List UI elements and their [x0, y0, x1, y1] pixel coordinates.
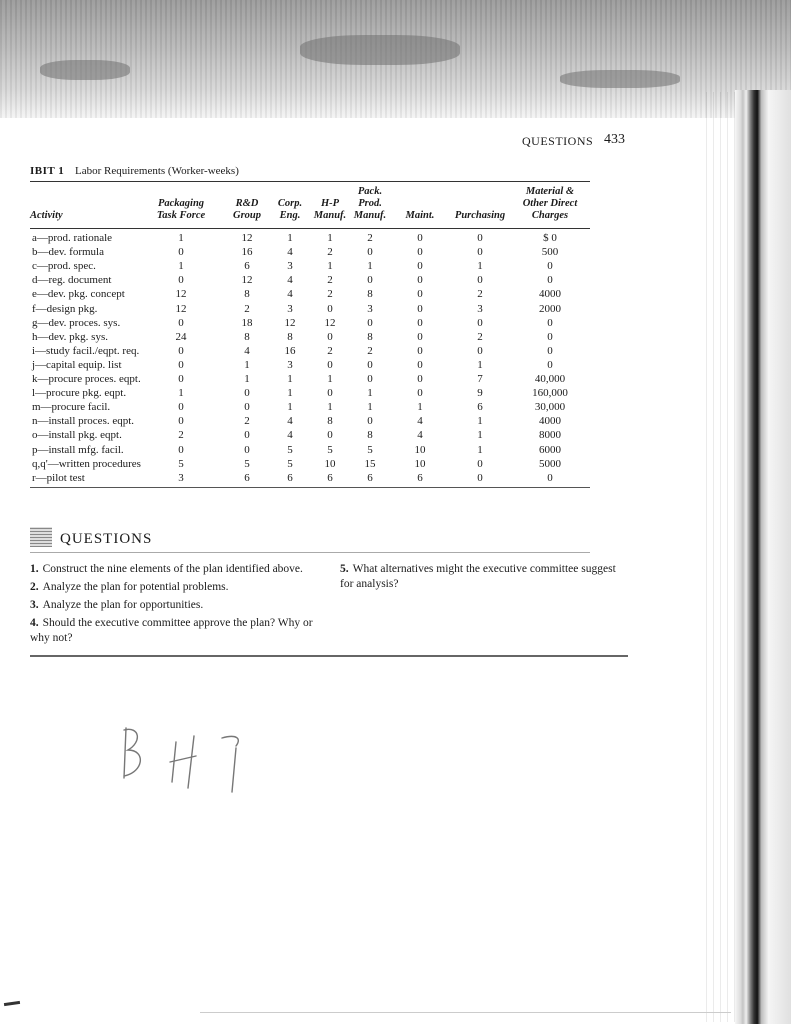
table-cell: 1 — [367, 401, 373, 414]
table-cell: 0 — [367, 316, 373, 329]
table-cell: 1 — [477, 358, 483, 371]
column-header-line: Task Force — [156, 210, 206, 221]
table-cell: 1 — [287, 373, 293, 385]
table-cell: 2 — [244, 302, 250, 315]
table-cell: 0 — [417, 232, 423, 244]
table-cell: 5 — [287, 457, 293, 470]
table-cell: 6 — [477, 401, 483, 414]
table-row — [30, 232, 590, 247]
table-row — [30, 373, 590, 388]
table-row — [30, 472, 590, 487]
column-header-line: R&D — [235, 198, 259, 209]
column-header-line — [272, 186, 308, 198]
table-cell: 0 — [417, 274, 423, 287]
table-cell: 0 — [417, 373, 423, 385]
table-cell: 0 — [547, 274, 553, 287]
table-cell: 3 — [287, 260, 293, 273]
table-cell: 6000 — [539, 443, 561, 456]
activity-label: p—install mfg. facil. — [32, 443, 124, 456]
table-cell: 0 — [477, 232, 483, 244]
exhibit-caption — [30, 165, 239, 177]
column-header — [348, 186, 392, 222]
table-cell: 0 — [327, 330, 333, 343]
table-cell: 30,000 — [534, 401, 566, 414]
running-header — [522, 132, 625, 149]
column-header — [398, 186, 442, 222]
table-cell: 6 — [287, 471, 293, 484]
table-cell: 0 — [178, 358, 184, 371]
column-header-line — [310, 186, 350, 198]
table-cell: 0 — [547, 344, 553, 357]
table-cell: 0 — [178, 344, 184, 357]
table-cell: 0 — [367, 246, 373, 259]
table-cell: 4 — [287, 288, 293, 301]
table-cell: 0 — [327, 387, 333, 400]
activity-label: e—dev. pkg. concept — [32, 288, 125, 301]
table-cell: 3 — [287, 302, 293, 315]
table-cell: 12 — [175, 302, 187, 315]
activity-label: f—design pkg. — [32, 302, 98, 315]
table-cell: 5 — [178, 457, 184, 470]
question-item — [30, 616, 320, 646]
table-cell: 8 — [327, 415, 333, 428]
table-cell: 5000 — [539, 457, 561, 470]
column-header-line: Pack. — [357, 186, 383, 197]
table-cell: 1 — [327, 401, 333, 414]
question-text: Should the executive committee approve the plan? Why or why not? — [30, 617, 313, 644]
table-row — [30, 246, 590, 261]
table-cell: 1 — [477, 415, 483, 428]
questions-right-column — [340, 562, 630, 595]
table-cell: 1 — [178, 232, 184, 244]
scanner-shadow-top — [0, 0, 791, 118]
activity-label: l—procure pkg. eqpt. — [32, 387, 127, 400]
table-row — [30, 317, 590, 332]
activity-label: o—install pkg. eqpt. — [32, 429, 122, 442]
table-cell: 2 — [367, 232, 373, 244]
table-cell: 0 — [244, 443, 250, 456]
column-header — [450, 186, 510, 222]
questions-bottom-rule — [30, 655, 628, 657]
table-cell: 0 — [417, 246, 423, 259]
question-item — [30, 580, 320, 595]
question-item — [30, 562, 320, 577]
table-row — [30, 274, 590, 289]
table-cell: 8000 — [539, 429, 561, 442]
scan-mark — [4, 1001, 20, 1006]
table-cell: 4 — [417, 415, 423, 428]
column-header-line: Prod. — [358, 198, 382, 209]
page-edge-lines — [700, 92, 735, 1022]
table-cell: 0 — [367, 415, 373, 428]
table-cell: 12 — [324, 316, 336, 329]
table-cell: 10 — [414, 457, 426, 470]
column-header-line: Activity — [30, 210, 63, 221]
table-cell: 8 — [367, 429, 373, 442]
activity-label: c—prod. spec. — [32, 260, 96, 273]
table-cell: 12 — [241, 274, 253, 287]
table-cell: 2 — [327, 246, 333, 259]
table-cell: 18 — [241, 316, 253, 329]
activity-label: i—study facil./eqpt. req. — [32, 344, 140, 357]
table-cell: 0 — [244, 429, 250, 442]
question-text: Construct the nine elements of the plan identified above. — [42, 563, 303, 575]
table-row — [30, 458, 590, 473]
table-cell: 0 — [327, 358, 333, 371]
table-cell: 0 — [547, 471, 553, 484]
question-number: 4. — [30, 617, 39, 629]
question-text: Analyze the plan for opportunities. — [42, 599, 204, 611]
table-row — [30, 429, 590, 444]
handwritten-note — [118, 720, 278, 800]
table-cell: 1 — [477, 429, 483, 442]
question-number: 3. — [30, 599, 39, 611]
table-row — [30, 444, 590, 459]
page-number: 433 — [604, 132, 625, 147]
table-cell: 2 — [367, 344, 373, 357]
table-cell: 500 — [541, 246, 559, 259]
table-cell: 9 — [477, 387, 483, 400]
table-row — [30, 401, 590, 416]
table-cell: 7 — [477, 373, 483, 385]
table-cell: 5 — [367, 443, 373, 456]
column-header-line: Charges — [531, 210, 569, 221]
question-number: 2. — [30, 581, 39, 593]
table-cell: $ 0 — [543, 232, 557, 244]
column-header-line — [226, 186, 268, 198]
table-cell: 12 — [284, 316, 296, 329]
table-row — [30, 331, 590, 346]
table-cell: 1 — [287, 401, 293, 414]
questions-rule — [30, 552, 590, 553]
column-header-line: Packaging — [157, 198, 205, 209]
table-cell: 4 — [244, 344, 250, 357]
table-cell: 0 — [178, 274, 184, 287]
table-cell: 0 — [417, 344, 423, 357]
table-cell: 0 — [417, 288, 423, 301]
activity-label: m—procure facil. — [32, 401, 111, 414]
table-cell: 1 — [327, 260, 333, 273]
table-bottom-rule — [30, 487, 590, 488]
table-cell: 4 — [287, 246, 293, 259]
book-spine-shadow — [735, 90, 791, 1024]
table-cell: 16 — [241, 246, 253, 259]
table-cell: 0 — [547, 330, 553, 343]
table-cell: 4 — [287, 429, 293, 442]
table-cell: 1 — [287, 387, 293, 400]
activity-label: j—capital equip. list — [32, 358, 122, 371]
table-cell: 8 — [367, 288, 373, 301]
table-cell: 12 — [175, 288, 187, 301]
table-cell: 1 — [367, 260, 373, 273]
column-header-line: Eng. — [279, 210, 301, 221]
table-cell: 6 — [244, 471, 250, 484]
table-cell: 1 — [477, 443, 483, 456]
question-text: What alternatives might the executive committee suggest for analysis? — [340, 563, 616, 590]
column-header-line — [450, 198, 510, 210]
column-header-line — [398, 186, 442, 198]
table-header-rule — [30, 228, 590, 229]
page-bottom-edge — [200, 1012, 731, 1013]
table-cell: 0 — [417, 260, 423, 273]
activity-label: b—dev. formula — [32, 246, 104, 259]
questions-heading — [30, 527, 152, 548]
column-header-line: Manuf. — [313, 210, 347, 221]
question-number: 5. — [340, 563, 349, 575]
table-cell: 0 — [244, 401, 250, 414]
table-cell: 1 — [178, 260, 184, 273]
activity-label: n—install proces. eqpt. — [32, 415, 135, 428]
question-text: Analyze the plan for potential problems. — [42, 581, 229, 593]
column-header-line: H-P — [320, 198, 340, 209]
column-header-line — [398, 198, 442, 210]
table-cell: 1 — [178, 387, 184, 400]
table-cell: 0 — [547, 316, 553, 329]
table-row — [30, 345, 590, 360]
table-row — [30, 288, 590, 303]
table-cell: 12 — [241, 232, 253, 244]
table-cell: 0 — [417, 358, 423, 371]
table-cell: 0 — [477, 274, 483, 287]
table-cell: 3 — [367, 302, 373, 315]
table-cell: 0 — [477, 246, 483, 259]
table-cell: 160,000 — [532, 387, 568, 400]
table-cell: 0 — [178, 373, 184, 385]
table-cell: 8 — [367, 330, 373, 343]
table-cell: 0 — [417, 330, 423, 343]
table-cell: 0 — [178, 401, 184, 414]
activity-label: a—prod. rationale — [32, 232, 113, 244]
table-cell: 1 — [287, 232, 293, 244]
table-cell: 0 — [178, 316, 184, 329]
table-cell: 1 — [327, 232, 333, 244]
table-cell: 16 — [284, 344, 296, 357]
table-cell: 0 — [477, 344, 483, 357]
table-cell: 5 — [287, 443, 293, 456]
table-cell: 2 — [477, 330, 483, 343]
column-header-line: Maint. — [405, 210, 435, 221]
table-cell: 4000 — [539, 415, 561, 428]
table-cell: 4 — [287, 415, 293, 428]
table-cell: 6 — [244, 260, 250, 273]
table-cell: 1 — [367, 387, 373, 400]
table-cell: 4 — [417, 429, 423, 442]
table-cell: 4 — [287, 274, 293, 287]
table-cell: 0 — [417, 302, 423, 315]
table-cell: 24 — [175, 330, 187, 343]
table-row — [30, 303, 590, 318]
table-cell: 5 — [244, 457, 250, 470]
table-row — [30, 359, 590, 374]
table-row — [30, 415, 590, 430]
table-cell: 1 — [244, 373, 250, 385]
table-cell: 8 — [287, 330, 293, 343]
column-header-line: Purchasing — [454, 210, 506, 221]
table-cell: 2 — [327, 344, 333, 357]
table-cell: 0 — [547, 260, 553, 273]
table-cell: 1 — [477, 260, 483, 273]
table-cell: 0 — [477, 471, 483, 484]
table-cell: 0 — [367, 358, 373, 371]
section-label: QUESTIONS — [522, 134, 594, 148]
column-header-line: Manuf. — [353, 210, 387, 221]
exhibit-title: Labor Requirements (Worker-weeks) — [75, 165, 239, 177]
column-header-line: Material & — [525, 186, 575, 197]
section-marker-icon — [30, 527, 52, 547]
column-header — [226, 186, 268, 222]
question-item — [340, 562, 630, 592]
table-cell: 6 — [327, 471, 333, 484]
table-cell: 0 — [547, 358, 553, 371]
table-cell: 10 — [414, 443, 426, 456]
table-cell: 3 — [477, 302, 483, 315]
table-cell: 8 — [244, 288, 250, 301]
column-header-line: Corp. — [277, 198, 303, 209]
table-cell: 2 — [327, 274, 333, 287]
table-cell: 40,000 — [534, 373, 566, 385]
column-header — [310, 186, 350, 222]
column-header — [510, 186, 590, 222]
table-cell: 2 — [327, 288, 333, 301]
table-cell: 0 — [178, 246, 184, 259]
column-header-line — [450, 186, 510, 198]
column-header-line — [148, 186, 214, 198]
activity-label: r—pilot test — [32, 471, 85, 484]
question-item — [30, 598, 320, 613]
table-cell: 0 — [327, 302, 333, 315]
table-cell: 5 — [327, 443, 333, 456]
table-row — [30, 387, 590, 402]
activity-label: g—dev. proces. sys. — [32, 316, 121, 329]
table-cell: 2 — [477, 288, 483, 301]
table-cell: 15 — [364, 457, 376, 470]
table-cell: 0 — [178, 415, 184, 428]
table-cell: 0 — [244, 387, 250, 400]
table-cell: 0 — [367, 373, 373, 385]
table-cell: 2 — [178, 429, 184, 442]
questions-left-column — [30, 562, 320, 649]
table-cell: 8 — [244, 330, 250, 343]
column-header-line: Other Direct — [522, 198, 578, 209]
table-cell: 1 — [244, 358, 250, 371]
table-cell: 2 — [244, 415, 250, 428]
table-cell: 10 — [324, 457, 336, 470]
table-cell: 3 — [287, 358, 293, 371]
column-header — [148, 186, 214, 222]
table-cell: 4000 — [539, 288, 561, 301]
exhibit-label: IBIT 1 — [30, 165, 65, 177]
table-cell: 0 — [327, 429, 333, 442]
table-cell: 0 — [417, 316, 423, 329]
table-cell: 0 — [417, 387, 423, 400]
table-cell: 0 — [178, 443, 184, 456]
table-cell: 0 — [477, 457, 483, 470]
table-row — [30, 260, 590, 275]
activity-label: d—reg. document — [32, 274, 112, 287]
activity-label: q,q'—written procedures — [32, 457, 141, 470]
table-top-rule — [30, 181, 590, 182]
activity-label: h—dev. pkg. sys. — [32, 330, 108, 343]
table-cell: 6 — [367, 471, 373, 484]
table-cell: 3 — [178, 471, 184, 484]
questions-title: QUESTIONS — [60, 531, 153, 547]
activity-label: k—procure proces. eqpt. — [32, 373, 141, 385]
column-header — [272, 186, 308, 222]
column-header-line: Group — [232, 210, 261, 221]
table-cell: 1 — [417, 401, 423, 414]
table-cell: 1 — [327, 373, 333, 385]
table-cell: 2000 — [539, 302, 561, 315]
table-cell: 6 — [417, 471, 423, 484]
table-cell: 0 — [477, 316, 483, 329]
question-number: 1. — [30, 563, 39, 575]
table-cell: 0 — [367, 274, 373, 287]
